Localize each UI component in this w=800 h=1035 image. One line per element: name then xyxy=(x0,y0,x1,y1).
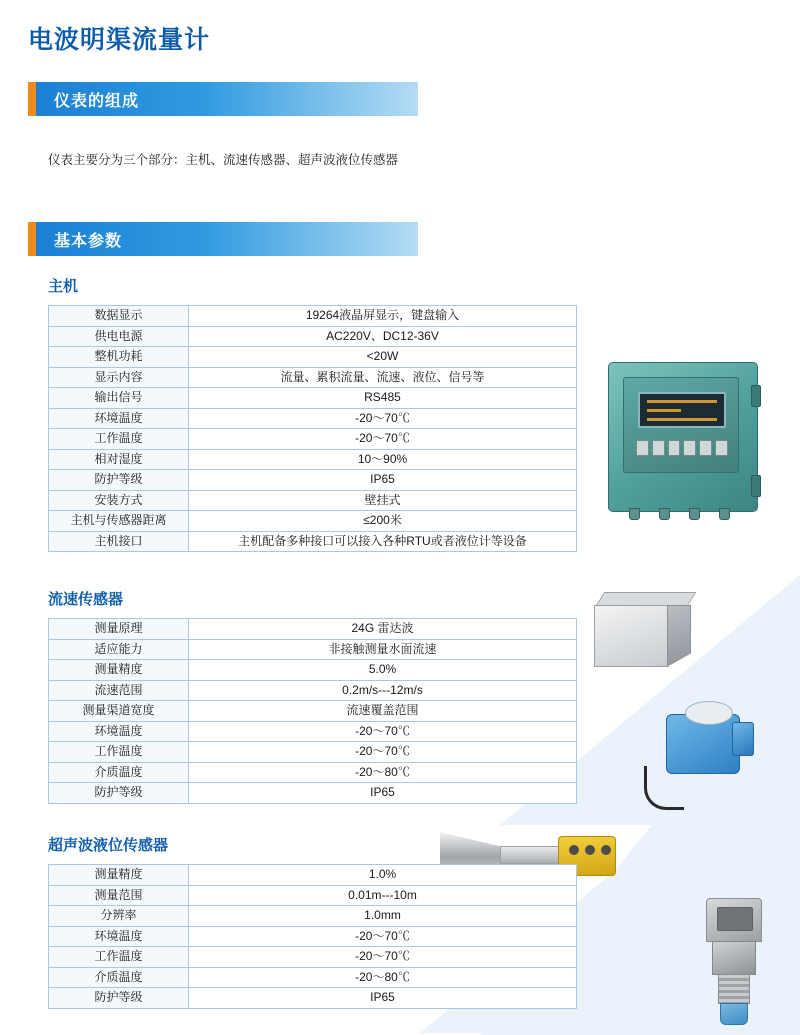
probe-display-window xyxy=(717,907,753,931)
radar-sensor-body xyxy=(666,714,740,774)
flow-sensor-box-illustration xyxy=(594,592,704,676)
spec-value: 0.01m---10m xyxy=(189,885,577,906)
keypad-key xyxy=(699,440,712,456)
keypad-key xyxy=(652,440,665,456)
cable-gland xyxy=(629,508,640,520)
table-row xyxy=(49,783,577,804)
sensor-box-front-face xyxy=(594,605,668,667)
spec-value: 1.0% xyxy=(189,865,577,886)
spec-key: 输出信号 xyxy=(49,388,189,409)
table-row xyxy=(49,306,577,327)
spec-table-flow-sensor xyxy=(48,618,577,804)
table-row xyxy=(49,639,577,660)
screen-text-line xyxy=(647,418,717,421)
section-banner-composition xyxy=(28,82,418,116)
spec-key: 安装方式 xyxy=(49,490,189,511)
probe-threaded-section xyxy=(718,974,750,1004)
table-row xyxy=(49,906,577,927)
spec-key: 环境温度 xyxy=(49,926,189,947)
banner-accent-bar xyxy=(28,222,36,256)
spec-key: 测量范围 xyxy=(49,885,189,906)
spec-key: 测量原理 xyxy=(49,619,189,640)
table-row xyxy=(49,721,577,742)
spec-key: 防护等级 xyxy=(49,988,189,1009)
head-port xyxy=(601,845,611,855)
table-row xyxy=(49,988,577,1009)
radar-connector-cap xyxy=(732,722,754,756)
table-row xyxy=(49,947,577,968)
table-row xyxy=(49,490,577,511)
spec-value: 10～90% xyxy=(189,449,577,470)
table-row xyxy=(49,408,577,429)
spec-value: 流量、累积流量、流速、液位、信号等 xyxy=(189,367,577,388)
spec-value: -20～70℃ xyxy=(189,947,577,968)
spec-key: 供电电源 xyxy=(49,326,189,347)
section-banner-composition-label: 仪表的组成 xyxy=(54,92,140,110)
spec-value: -20～70℃ xyxy=(189,429,577,450)
keypad-key xyxy=(668,440,681,456)
table-row xyxy=(49,326,577,347)
spec-value: 非接触测量水面流速 xyxy=(189,639,577,660)
table-row xyxy=(49,660,577,681)
page-title: 电波明渠流量计 xyxy=(28,26,211,54)
spec-value: AC220V、DC12-36V xyxy=(189,326,577,347)
spec-value: 0.2m/s---12m/s xyxy=(189,680,577,701)
table-row xyxy=(49,347,577,368)
keypad-key xyxy=(715,440,728,456)
horn-neck xyxy=(500,846,560,864)
spec-value: -20～70℃ xyxy=(189,926,577,947)
spec-key: 分辨率 xyxy=(49,906,189,927)
section-banner-parameters-label: 基本参数 xyxy=(54,232,123,250)
spec-value: -20～70℃ xyxy=(189,408,577,429)
spec-value: -20～70℃ xyxy=(189,721,577,742)
radar-lens xyxy=(685,701,733,725)
table-row xyxy=(49,762,577,783)
table-row xyxy=(49,885,577,906)
spec-key: 介质温度 xyxy=(49,762,189,783)
table-row xyxy=(49,926,577,947)
spec-key: 显示内容 xyxy=(49,367,189,388)
spec-key: 工作温度 xyxy=(49,429,189,450)
table-row xyxy=(49,531,577,552)
spec-value: RS485 xyxy=(189,388,577,409)
spec-value: IP65 xyxy=(189,783,577,804)
host-keypad xyxy=(636,440,728,456)
host-lcd-screen xyxy=(638,392,726,428)
ultrasonic-probe-illustration xyxy=(700,898,780,1030)
table-row xyxy=(49,388,577,409)
spec-value: ≤200米 xyxy=(189,511,577,532)
table-row xyxy=(49,619,577,640)
table-row xyxy=(49,367,577,388)
cable-gland xyxy=(659,508,670,520)
spec-key: 主机与传感器距离 xyxy=(49,511,189,532)
table-row xyxy=(49,701,577,722)
spec-key: 工作温度 xyxy=(49,947,189,968)
spec-key: 测量精度 xyxy=(49,865,189,886)
spec-value: -20～70℃ xyxy=(189,742,577,763)
probe-transducer-tip xyxy=(720,1003,748,1025)
spec-key: 工作温度 xyxy=(49,742,189,763)
spec-key: 介质温度 xyxy=(49,967,189,988)
spec-value: 主机配备多种接口可以接入各种RTU或者液位计等设备 xyxy=(189,531,577,552)
cable-gland xyxy=(689,508,700,520)
host-enclosure-body xyxy=(608,362,758,512)
spec-key: 环境温度 xyxy=(49,721,189,742)
sensor-box-side-face xyxy=(667,605,691,667)
spec-key: 环境温度 xyxy=(49,408,189,429)
subsection-heading-flow-sensor: 流速传感器 xyxy=(48,591,124,608)
table-row xyxy=(49,449,577,470)
spec-value: IP65 xyxy=(189,988,577,1009)
table-row xyxy=(49,865,577,886)
cable-gland xyxy=(719,508,730,520)
radar-cable xyxy=(644,766,684,810)
main-host-enclosure-illustration xyxy=(590,352,790,522)
banner-accent-bar xyxy=(28,82,36,116)
spec-value: 19264液晶屏显示，键盘输入 xyxy=(189,306,577,327)
spec-key: 防护等级 xyxy=(49,783,189,804)
spec-value: IP65 xyxy=(189,470,577,491)
spec-key: 防护等级 xyxy=(49,470,189,491)
composition-intro-text: 仪表主要分为三个部分：主机、流速传感器、超声波液位传感器 xyxy=(48,153,399,167)
table-row xyxy=(49,680,577,701)
spec-value: 壁挂式 xyxy=(189,490,577,511)
screen-text-line xyxy=(647,409,681,412)
spec-key: 测量精度 xyxy=(49,660,189,681)
spec-table-level-sensor xyxy=(48,864,577,1009)
subsection-heading-level-sensor: 超声波液位传感器 xyxy=(48,837,169,854)
table-row xyxy=(49,742,577,763)
spec-value: 1.0mm xyxy=(189,906,577,927)
spec-key: 相对湿度 xyxy=(49,449,189,470)
keypad-key xyxy=(636,440,649,456)
spec-key: 主机接口 xyxy=(49,531,189,552)
spec-key: 适应能力 xyxy=(49,639,189,660)
subsection-heading-host: 主机 xyxy=(48,278,79,295)
spec-value: 5.0% xyxy=(189,660,577,681)
host-hinge-lower xyxy=(751,475,761,497)
host-enclosure-front-panel xyxy=(623,377,739,473)
spec-value: <20W xyxy=(189,347,577,368)
spec-key: 整机功耗 xyxy=(49,347,189,368)
spec-key: 流速范围 xyxy=(49,680,189,701)
head-port xyxy=(585,845,595,855)
table-row xyxy=(49,470,577,491)
spec-key: 数据显示 xyxy=(49,306,189,327)
spec-value: 流速覆盖范围 xyxy=(189,701,577,722)
spec-key: 测量渠道宽度 xyxy=(49,701,189,722)
screen-text-line xyxy=(647,400,717,403)
probe-housing-middle xyxy=(712,941,756,975)
spec-value: 24G 雷达波 xyxy=(189,619,577,640)
sensor-box-top-face xyxy=(596,592,697,606)
spec-value: -20～80℃ xyxy=(189,762,577,783)
section-banner-parameters xyxy=(28,222,418,256)
spec-value: -20～80℃ xyxy=(189,967,577,988)
table-row xyxy=(49,967,577,988)
table-row xyxy=(49,429,577,450)
spec-table-host xyxy=(48,305,577,552)
head-port xyxy=(569,845,579,855)
host-hinge-upper xyxy=(751,385,761,407)
radar-flow-sensor-illustration xyxy=(636,700,786,820)
keypad-key xyxy=(683,440,696,456)
table-row xyxy=(49,511,577,532)
probe-housing-top xyxy=(706,898,762,942)
